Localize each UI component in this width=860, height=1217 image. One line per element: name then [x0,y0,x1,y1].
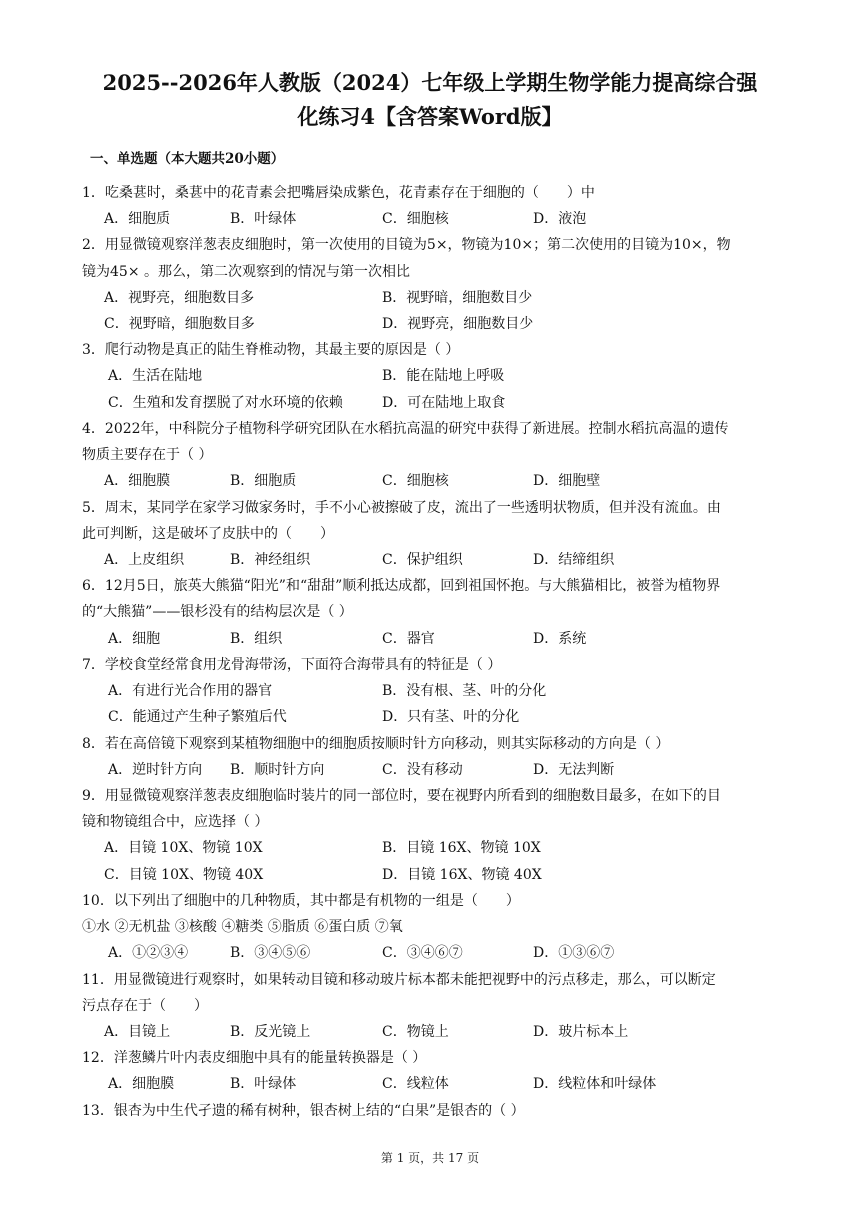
question-9-option-d: D．目镜 16X、物镜 40X [382,867,542,883]
question-13-line-1: 13．银杏为中生代孑遗的稀有树种，银杏树上结的“白果”是银杏的（ ） [82,1103,525,1119]
question-5-option-b: B．神经组织 [230,552,311,568]
question-12-line-1: 12．洋葱鳞片叶内表皮细胞中具有的能量转换器是（ ） [82,1050,427,1066]
question-5-option-a: A．上皮组织 [104,552,185,568]
question-2-line-1: 2．用显微镜观察洋葱表皮细胞时，第一次使用的目镜为5×，物镜为10×；第二次使用的目镜为10×，物 [82,237,731,253]
question-1-line-1: 1．吃桑葚时，桑葚中的花青素会把嘴唇染成紫色，花青素存在于细胞的（ ）中 [82,185,595,201]
title-line-1: 2025--2026年人教版（2024）七年级上学期生物学能力提高综合强 [102,70,758,95]
question-9-option-b: B．目镜 16X、物镜 10X [382,840,541,856]
question-6-option-c: C．器官 [382,631,435,647]
question-10-option-d: D．①③⑥⑦ [533,945,615,961]
question-9-line-2: 镜和物镜组合中，应选择（ ） [82,814,269,830]
question-4-line-1: 4．2022年，中科院分子植物科学研究团队在水稻抗高温的研究中获得了新进展。控制水稻抗高温的遗传 [82,421,729,437]
question-3-option-d: D．可在陆地上取食 [382,395,506,411]
question-2-option-d: D．视野亮，细胞数目少 [382,316,534,332]
question-8-option-a: A．逆时针方向 [108,762,203,778]
question-11-option-c: C．物镜上 [382,1024,449,1040]
title-line-2: 化练习4【含答案Word版】 [297,104,563,129]
question-1-option-d: D．液泡 [533,211,587,227]
question-10-line-2: ①水 ②无机盐 ③核酸 ④糖类 ⑤脂质 ⑥蛋白质 ⑦氧 [82,919,403,935]
question-7-line-1: 7．学校食堂经常食用龙骨海带汤，下面符合海带具有的特征是（ ） [82,657,502,673]
question-11-option-d: D．玻片标本上 [533,1024,629,1040]
question-11-option-a: A．目镜上 [104,1024,171,1040]
section-heading: 一、单选题（本大题共20小题） [90,151,285,167]
question-12-option-b: B．叶绿体 [230,1076,297,1092]
question-11-line-1: 11．用显微镜进行观察时，如果转动目镜和移动玻片标本都未能把视野中的污点移走，那么，可以断定 [82,972,716,988]
question-2-line-2: 镜为45× 。那么，第二次观察到的情况与第一次相比 [82,264,410,280]
question-10-option-c: C．③④⑥⑦ [382,945,463,961]
question-4-option-b: B．细胞质 [230,473,297,489]
question-9-option-a: A．目镜 10X、物镜 10X [104,840,263,856]
question-10-line-1: 10．以下列出了细胞中的几种物质，其中都是有机物的一组是（ ） [82,893,520,909]
question-5-option-d: D．结缔组织 [533,552,615,568]
question-9-option-c: C．目镜 10X、物镜 40X [104,867,264,883]
question-6-option-a: A．细胞 [108,631,161,647]
question-12-option-a: A．细胞膜 [108,1076,175,1092]
question-10-option-a: A．①②③④ [108,945,189,961]
question-1-option-c: C．细胞核 [382,211,449,227]
question-1-option-a: A．细胞质 [104,211,171,227]
question-4-option-c: C．细胞核 [382,473,449,489]
question-7-option-b: B．没有根、茎、叶的分化 [382,683,547,699]
question-8-option-d: D．无法判断 [533,762,615,778]
question-5-option-c: C．保护组织 [382,552,463,568]
question-11-line-2: 污点存在于（ ） [82,998,208,1014]
question-7-option-c: C．能通过产生种子繁殖后代 [108,709,287,725]
document-title [60,66,800,134]
question-8-option-b: B．顺时针方向 [230,762,325,778]
question-3-line-1: 3．爬行动物是真正的陆生脊椎动物，其最主要的原因是（ ） [82,342,460,358]
question-11-option-b: B．反光镜上 [230,1024,311,1040]
question-3-option-c: C．生殖和发育摆脱了对水环境的依赖 [108,395,343,411]
question-6-line-2: 的“大熊猫”——银杉没有的结构层次是（ ） [82,604,353,620]
question-8-option-c: C．没有移动 [382,762,463,778]
question-4-option-d: D．细胞壁 [533,473,601,489]
question-3-option-a: A．生活在陆地 [108,368,203,384]
question-7-option-d: D．只有茎、叶的分化 [382,709,520,725]
question-2-option-b: B．视野暗，细胞数目少 [382,290,533,306]
question-10-option-b: B．③④⑤⑥ [230,945,311,961]
question-9-line-1: 9．用显微镜观察洋葱表皮细胞临时装片的同一部位时，要在视野内所看到的细胞数目最多，在如下的目 [82,788,721,804]
question-6-option-b: B．组织 [230,631,283,647]
question-4-line-2: 物质主要存在于（ ） [82,447,213,463]
question-8-line-1: 8．若在高倍镜下观察到某植物细胞中的细胞质按顺时针方向移动，则其实际移动的方向是（ ） [82,736,670,752]
question-3-option-b: B．能在陆地上呼吸 [382,368,505,384]
question-12-option-c: C．线粒体 [382,1076,449,1092]
question-1-option-b: B．叶绿体 [230,211,297,227]
question-5-line-2: 此可判断，这是破坏了皮肤中的（ ） [82,526,334,542]
question-7-option-a: A．有进行光合作用的器官 [108,683,273,699]
question-5-line-1: 5．周末，某同学在家学习做家务时，手不小心被擦破了皮，流出了一些透明状物质，但并没有流血。由 [82,500,721,516]
page-footer: 第 1 页，共 17 页 [380,1151,480,1165]
question-4-option-a: A．细胞膜 [104,473,171,489]
question-2-option-a: A．视野亮，细胞数目多 [104,290,255,306]
question-2-option-c: C．视野暗，细胞数目多 [104,316,255,332]
question-6-line-1: 6．12月5日，旅英大熊猫“阳光”和“甜甜”顺利抵达成都，回到祖国怀抱。与大熊猫相比，被誉为植物界 [82,578,721,594]
question-6-option-d: D．系统 [533,631,587,647]
question-12-option-d: D．线粒体和叶绿体 [533,1076,657,1092]
